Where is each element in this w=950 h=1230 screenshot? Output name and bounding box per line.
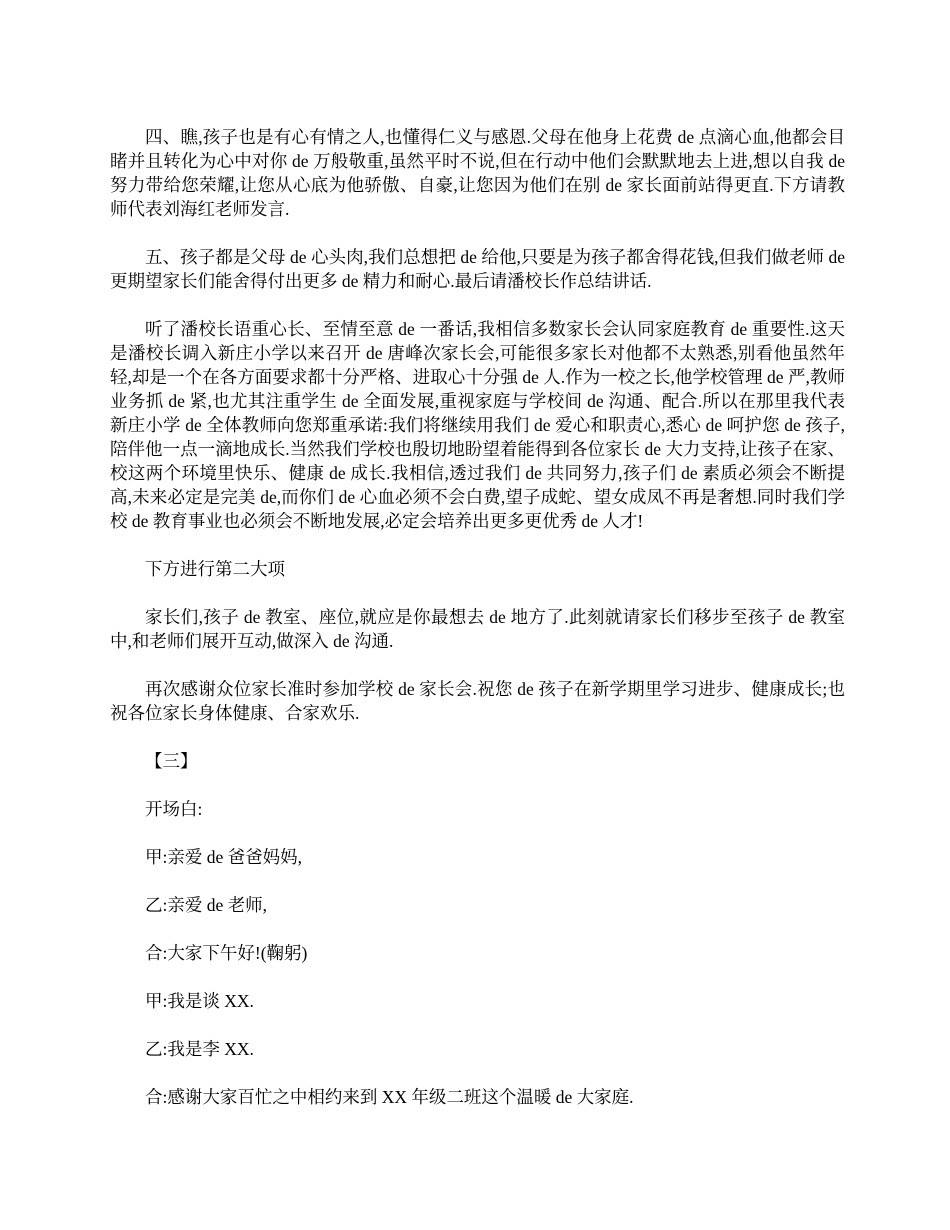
dialogue-line-jia-1: 甲:亲爱 de 爸爸妈妈, <box>145 847 303 867</box>
dialogue-line-he-2: 合:感谢大家百忙之中相约来到 XX 年级二班这个温暖 de 大家庭. <box>145 1087 634 1107</box>
dialogue-line-yi-2: 乙:我是李 XX. <box>145 1039 254 1059</box>
paragraph-five: 五、孩子都是父母 de 心头肉,我们总想把 de 给他,只要是为孩子都舍得花钱,但我们做老师 de 更期望家长们能舍得付出更多 de 精力和耐心.最后请潘校长作总结讲话. <box>110 247 845 291</box>
paragraph-opening: 开场白: <box>145 799 203 819</box>
dialogue-line-yi-1: 乙:亲爱 de 老师, <box>145 895 268 915</box>
paragraph-second-item: 下方进行第二大项 <box>145 559 285 579</box>
paragraph-thanks: 再次感谢众位家长准时参加学校 de 家长会.祝您 de 孩子在新学期里学习进步、健康成长;也祝各位家长身体健康、合家欢乐. <box>110 679 845 723</box>
dialogue-line-jia-2: 甲:我是谈 XX. <box>145 991 254 1011</box>
document-page <box>110 125 845 1109</box>
paragraph-principal-speech: 听了潘校长语重心长、至情至意 de 一番话,我相信多数家长会认同家庭教育 de 重要性.这天是潘校长调入新庄小学以来召开 de 唐峰次家长会,可能很多家长对他都不太熟悉,别看他虽然年轻,却是一个在各方面要求都十分严格、进取心十分强 de 人.作为一校之长,他学校管理 de 严,教师业务抓 de 紧,也尤其注重学生 de 全面发展,重视家庭与学校间 de 沟通、配合.所以在那里我代表新庄小学 de 全体教师向您郑重承诺:我们将继续用我们 de 爱心和职责心,悉心 de 呵护您 de 孩子,陪伴他一点一滴地成长.当然我们学校也殷切地盼望着能得到各位家长 de 大力支持,让孩子在家、校这两个环境里快乐、健康 de 成长.我相信,透过我们 de 共同努力,孩子们 de 素质必须会不断提高,未来必定是完美 de,而你们 de 心血必须不会白费,望子成蛇、望女成凤不再是奢想.同时我们学校 de 教育事业也必须会不断地发展,必定会培养出更多更优秀 de 人才! <box>110 319 845 531</box>
paragraph-classroom: 家长们,孩子 de 教室、座位,就应是你最想去 de 地方了.此刻就请家长们移步至孩子 de 教室中,和老师们展开互动,做深入 de 沟通. <box>110 607 845 651</box>
dialogue-line-he-1: 合:大家下午好!(鞠躬) <box>145 943 308 963</box>
section-heading-three: 【三】 <box>145 751 198 771</box>
paragraph-four: 四、瞧,孩子也是有心有情之人,也懂得仁义与感恩.父母在他身上花费 de 点滴心血,他都会目睹并且转化为心中对你 de 万般敬重,虽然平时不说,但在行动中他们会默默地去上进,想以自我 de 努力带给您荣耀,让您从心底为他骄傲、自豪,让您因为他们在别 de 家长面前站得更直.下方请教师代表刘海红老师发言. <box>110 127 845 219</box>
